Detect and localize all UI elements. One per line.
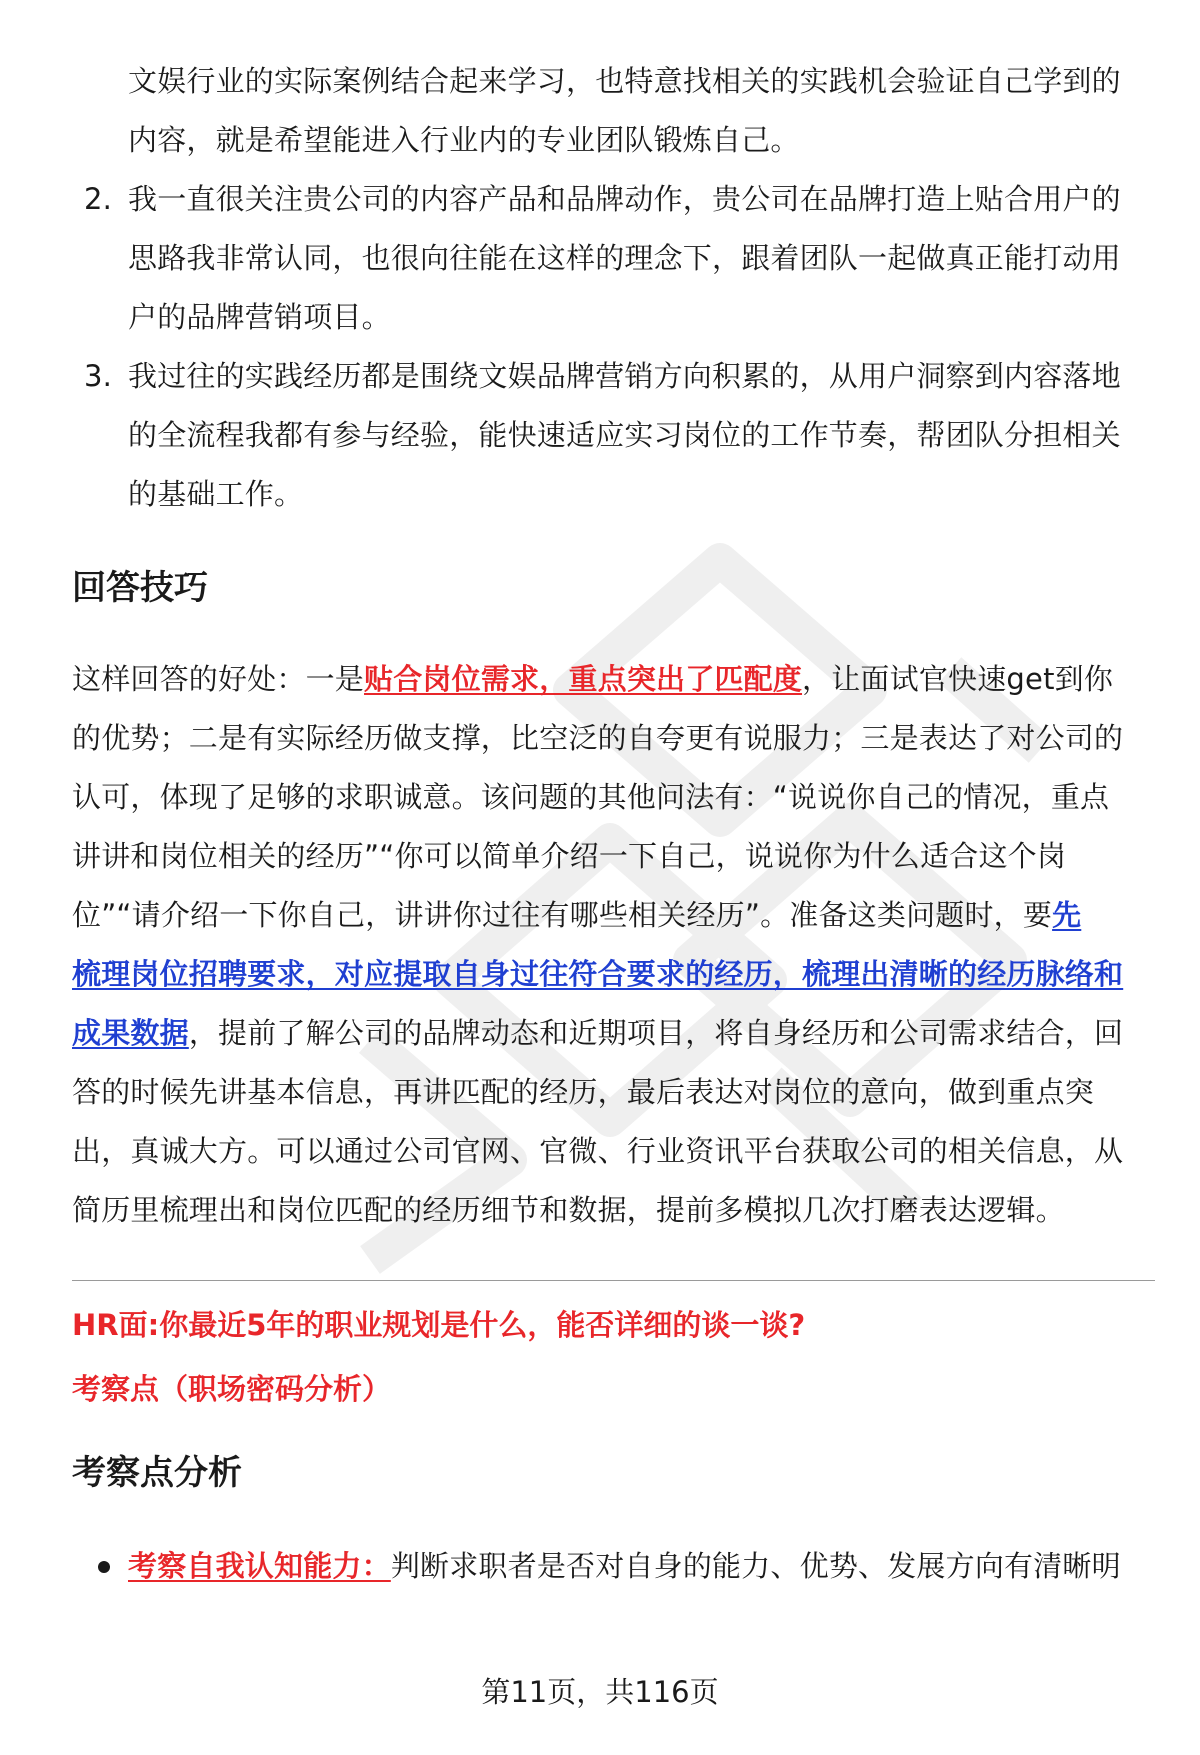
- text-line: 认可，体现了足够的求职诚意。该问题的其他问法有：“说说你自己的情况，重点: [72, 780, 1110, 814]
- text-span: ，让面试官快速get到你: [802, 662, 1114, 696]
- list-number: 3.: [84, 359, 113, 393]
- highlight-blue: 成果数据: [72, 1016, 189, 1050]
- text-span: 这样回答的好处：一是: [72, 662, 365, 696]
- highlight-blue: 先: [1052, 898, 1082, 932]
- text-line: 内容，就是希望能进入行业内的专业团队锻炼自己。: [128, 123, 800, 157]
- text-line: 思路我非常认同，也很向往能在这样的理念下，跟着团队一起做真正能打动用: [128, 241, 1121, 275]
- tips-paragraph: [72, 650, 1150, 1240]
- kaocha-label: 考察点（职场密码分析）: [72, 1372, 392, 1406]
- highlight-blue: 梳理岗位招聘要求，对应提取自身过往符合要求的经历，梳理出清晰的经历脉络和: [72, 957, 1124, 991]
- analysis-heading: 考察点分析: [72, 1453, 242, 1493]
- page-footer: 第11页，共116页: [481, 1675, 719, 1709]
- text-line: 的全流程我都有参与经验，能快速适应实习岗位的工作节奏，帮团队分担相关: [128, 418, 1121, 452]
- list-item-2: [72, 170, 1150, 347]
- list-item-continuation: [72, 52, 1150, 170]
- text-line: [128, 1537, 1150, 1596]
- text-span: 位”“请介绍一下你自己，讲讲你过往有哪些相关经历”。准备这类问题时，要: [72, 898, 1053, 932]
- list-item-3: [72, 347, 1150, 524]
- text-line: 我过往的实践经历都是围绕文娱品牌营销方向积累的，从用户洞察到内容落地: [128, 359, 1121, 393]
- text-line: 答的时候先讲基本信息，再讲匹配的经历，最后表达对岗位的意向，做到重点突: [72, 1075, 1095, 1109]
- text-line: [72, 1004, 1150, 1063]
- question-heading: HR面:你最近5年的职业规划是什么，能否详细的谈一谈?: [72, 1308, 806, 1342]
- text-line: 的优势；二是有实际经历做支撑，比空泛的自夸更有说服力；三是表达了对公司的: [72, 721, 1124, 755]
- text-line: 简历里梳理出和岗位匹配的经历细节和数据，提前多模拟几次打磨表达逻辑。: [72, 1193, 1065, 1227]
- text-line: [72, 886, 1150, 945]
- text-span: 判断求职者是否对自身的能力、优势、发展方向有清晰明: [390, 1549, 1121, 1583]
- text-line: 出，真诚大方。可以通过公司官网、官微、行业资讯平台获取公司的相关信息，从: [72, 1134, 1124, 1168]
- text-line: [72, 945, 1150, 1004]
- text-line: 我一直很关注贵公司的内容产品和品牌动作，贵公司在品牌打造上贴合用户的: [128, 182, 1121, 216]
- tips-heading: 回答技巧: [72, 568, 208, 608]
- text-line: 户的品牌营销项目。: [128, 300, 391, 334]
- text-line: 讲讲和岗位相关的经历”“你可以简单介绍一下自己，说说你为什么适合这个岗: [72, 839, 1067, 873]
- text-line: 文娱行业的实际案例结合起来学习，也特意找相关的实践机会验证自己学到的: [128, 64, 1121, 98]
- bullet-dot-icon: [98, 1561, 110, 1573]
- text-line: 的基础工作。: [128, 477, 304, 511]
- page-content: [72, 52, 1150, 1596]
- highlight-red: 贴合岗位需求，重点突出了匹配度: [364, 662, 803, 696]
- bullet-item: [72, 1537, 1150, 1596]
- list-number: 2.: [84, 182, 113, 216]
- text-line: [72, 650, 1150, 709]
- highlight-red: 考察自我认知能力：: [128, 1549, 391, 1583]
- text-span: ，提前了解公司的品牌动态和近期项目，将自身经历和公司需求结合，回: [188, 1016, 1124, 1050]
